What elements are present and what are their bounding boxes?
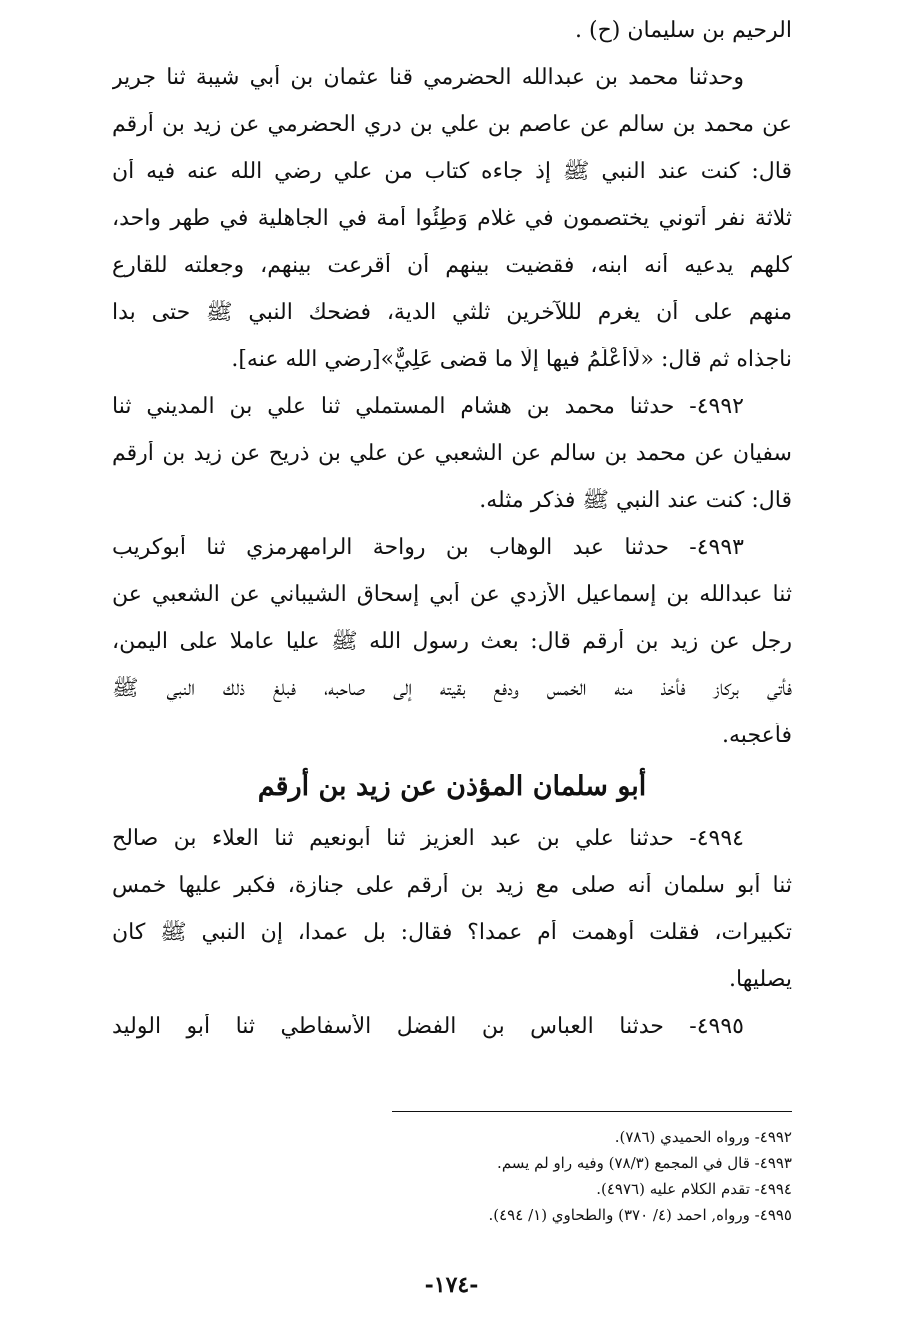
text-line: كلهم يدعيه أنه ابنه، فقضيت بينهم أن أقرعت بينهم، وجعلته للقارع xyxy=(112,253,792,278)
hadith-4994-start: ٤٩٩٤- حدثنا علي بن عبد العزيز ثنا أبونعيم ثنا العلاء بن صالح xyxy=(112,826,744,851)
text-line: ناجذاه ثم قال: «لَاأَعْلَمُ فيها إلَّا ما قضى عَلِيٌّ»[رضي الله عنه]. xyxy=(231,347,792,372)
footnote: ٤٩٩٥- ورواه, احمد (٤/ ٣٧٠) والطحاوي (١/ ٤٩٤). xyxy=(488,1206,792,1224)
footnote-divider xyxy=(392,1111,792,1112)
text-line: فأعجبه. xyxy=(722,723,792,748)
page-number: -١٧٤- xyxy=(424,1272,479,1298)
text-line: تكبيرات، فقلت أوهمت أم عمدا؟ فقال: بل عمدا، إن النبي ﷺ كان xyxy=(112,920,792,945)
footnotes xyxy=(330,1128,792,1232)
text-line: عن محمد بن سالم عن عاصم بن علي بن دري الحضرمي عن زيد بن أرقم xyxy=(112,112,792,137)
hadith-4995-start: ٤٩٩٥- حدثنا العباس بن الفضل الأسفاطي ثنا أبو الوليد xyxy=(112,1014,744,1039)
text-line: ثنا أبو سلمان أنه صلى مع زيد بن أرقم على جنازة، فكبر عليها خمس xyxy=(112,873,792,898)
text-line: يصليها. xyxy=(729,967,792,992)
text-line: رجل عن زيد بن أرقم قال: بعث رسول الله ﷺ عليا عاملا على اليمن، xyxy=(112,629,792,654)
hadith-4993-start: ٤٩٩٣- حدثنا عبد الوهاب بن رواحة الرامهرمزي ثنا أبوكريب xyxy=(112,535,744,560)
text-line: قال: كنت عند النبي ﷺ فذكر مثله. xyxy=(479,488,792,513)
text-line: فأتي بركاز فأخذ منه الخمس ودفع بقيته إلى صاحبه، فبلغ ذلك النبي ﷺ xyxy=(112,676,792,701)
text-line: سفيان عن محمد بن سالم عن الشعبي عن علي بن ذريح عن زيد بن أرقم xyxy=(112,441,792,466)
page-body xyxy=(112,18,792,1061)
hadith-4992-start: ٤٩٩٢- حدثنا محمد بن هشام المستملي ثنا علي بن المديني ثنا xyxy=(112,394,744,419)
section-heading: أبو سلمان المؤذن عن زيد بن أرقم xyxy=(257,771,647,802)
text-line: الرحيم بن سليمان (ح) . xyxy=(575,18,792,43)
footnote: ٤٩٩٤- تقدم الكلام عليه (٤٩٧٦). xyxy=(596,1180,792,1198)
text-line: منهم على أن يغرم لللآخرين ثلثي الدية، فضحك النبي ﷺ حتى بدا xyxy=(112,300,792,325)
footnote: ٤٩٩٢- ورواه الحميدي (٧٨٦). xyxy=(614,1128,792,1146)
text-line: وحدثنا محمد بن عبدالله الحضرمي قنا عثمان بن أبي شيبة ثنا جرير xyxy=(112,65,744,90)
text-line: قال: كنت عند النبي ﷺ إذ جاءه كتاب من علي رضي الله عنه فيه أن xyxy=(112,159,792,184)
footnote: ٤٩٩٣- قال في المجمع (٧٨/٣) وفيه راو لم يسم. xyxy=(497,1154,792,1172)
text-line: ثنا عبدالله بن إسماعيل الأزدي عن أبي إسحاق الشيباني عن الشعبي عن xyxy=(112,582,792,607)
text-line: ثلاثة نفر أتوني يختصمون في غلام وَطِئُوا أمة في الجاهلية في طهر واحد، xyxy=(112,206,792,231)
